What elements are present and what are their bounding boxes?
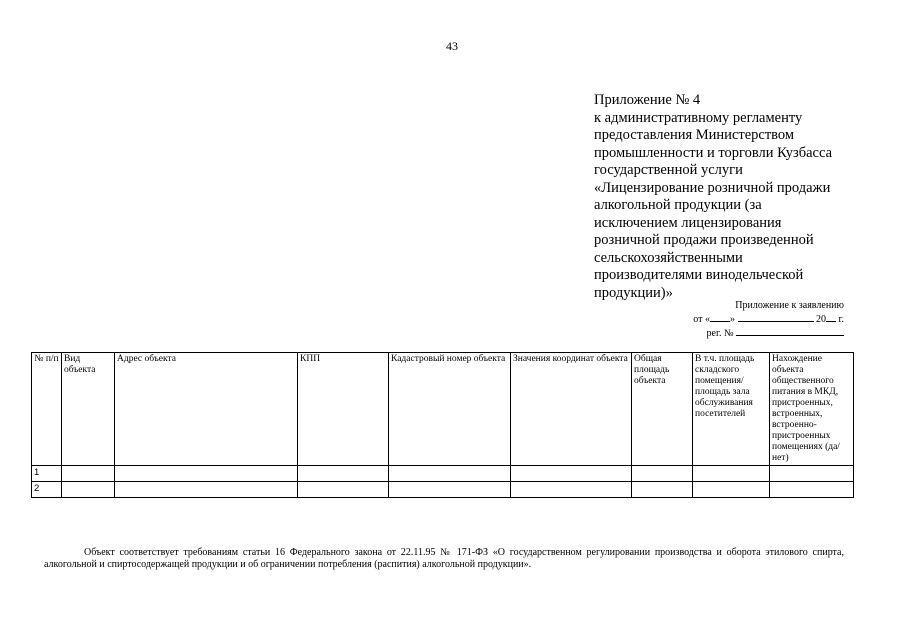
appendix-line: «Лицензирование розничной продажи — [594, 179, 831, 196]
header-storage-area: В т.ч. площадь складского помещения/площадь зала обслуживания посетителей — [693, 353, 770, 466]
table-cell[interactable] — [115, 482, 298, 498]
table-cell[interactable] — [298, 466, 389, 482]
table-cell[interactable] — [298, 482, 389, 498]
table-cell[interactable] — [115, 466, 298, 482]
table-cell[interactable] — [511, 482, 632, 498]
attachment-reg-line — [693, 326, 844, 340]
table-cell-number: 2 — [32, 482, 62, 498]
table-cell-number: 1 — [32, 466, 62, 482]
table-cell[interactable] — [62, 466, 115, 482]
page-number: 43 — [446, 39, 458, 53]
date-mid: » — [730, 314, 736, 325]
header-location: Нахождение объекта общественного питания в МКД, пристроенных, встроенных, встроенно-пристроенных помещениях (да/нет) — [770, 353, 854, 466]
appendix-line: промышленности и торговли Кузбасса — [594, 144, 833, 161]
table-cell[interactable] — [693, 482, 770, 498]
appendix-line: продукции)» — [594, 284, 673, 301]
appendix-heading — [594, 92, 864, 302]
appendix-line: розничной продажи произведенной — [594, 232, 814, 248]
reg-label: рег. № — [706, 328, 734, 339]
table-cell[interactable] — [389, 466, 511, 482]
table-header-row — [32, 353, 854, 466]
header-number: № п/п — [32, 353, 62, 466]
attachment-title: Приложение к заявлению — [735, 300, 844, 311]
date-prefix: от « — [693, 314, 711, 325]
appendix-line: исключением лицензирования — [594, 214, 782, 231]
reg-number-blank[interactable] — [736, 326, 844, 336]
appendix-line: Приложение № 4 — [594, 92, 701, 108]
appendix-line: государственной услуги — [594, 162, 743, 178]
table-row — [32, 466, 854, 482]
table-cell[interactable] — [770, 482, 854, 498]
header-coordinates: Значения координат объекта — [511, 353, 632, 466]
table-cell[interactable] — [511, 466, 632, 482]
appendix-line: производителями винодельческой — [594, 267, 804, 283]
appendix-line: к административному регламенту — [594, 109, 803, 126]
header-cadastral-number: Кадастровый номер объекта — [389, 353, 511, 466]
appendix-line: сельскохозяйственными — [594, 249, 743, 266]
header-kpp: КПП — [298, 353, 389, 466]
header-object-type: Вид объекта — [62, 353, 115, 466]
compliance-note: Объект соответствует требованиям статьи 16 Федерального закона от 22.11.95 № 171-ФЗ «О государственном регулировании производства и оборота этилового спирта, алкогольной и спиртосодержащей продукции и об ограничении потребления (распития) алкогольной продукции». — [44, 547, 844, 570]
date-day-blank[interactable] — [710, 312, 730, 322]
date-year: 20 — [816, 314, 827, 325]
appendix-line: предоставления Министерством — [594, 127, 795, 143]
appendix-line: алкогольной продукции (за — [594, 197, 762, 213]
table-row — [32, 482, 854, 498]
header-total-area: Общая площадь объекта — [632, 353, 693, 466]
attachment-date-line — [693, 312, 844, 326]
table-cell[interactable] — [693, 466, 770, 482]
table-cell[interactable] — [389, 482, 511, 498]
header-address: Адрес объекта — [115, 353, 298, 466]
date-suffix: г. — [838, 314, 844, 325]
objects-table — [31, 352, 854, 498]
table-cell[interactable] — [632, 466, 693, 482]
attachment-block — [693, 300, 844, 340]
date-year-blank[interactable] — [826, 312, 836, 322]
table-cell[interactable] — [62, 482, 115, 498]
table-cell[interactable] — [770, 466, 854, 482]
date-month-blank[interactable] — [738, 312, 814, 322]
table-cell[interactable] — [632, 482, 693, 498]
